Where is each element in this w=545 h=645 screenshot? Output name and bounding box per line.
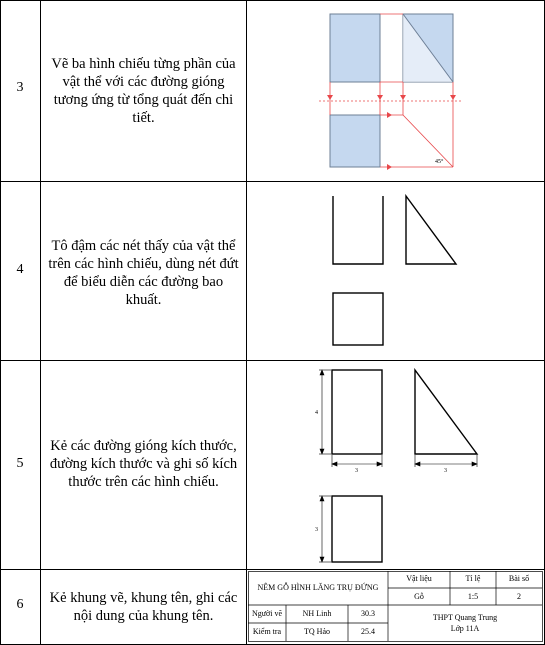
dimension-value: 3: [315, 527, 318, 533]
material-label: Vật liệu: [406, 574, 432, 583]
checker-name: TQ Hảo: [304, 627, 330, 636]
top-view-outline: [333, 293, 383, 345]
step-number: 4: [16, 262, 24, 277]
scale-value: 1:5: [467, 592, 479, 601]
top-view-block: [330, 115, 380, 167]
school-name: THPT Quang Trung: [432, 613, 498, 622]
step-number: 3: [16, 80, 24, 95]
arrow-marker: [320, 557, 324, 562]
top-view-outline: [332, 496, 382, 562]
step-5-projection-drawing: [247, 361, 545, 569]
class-name: Lớp 11A: [450, 624, 480, 633]
arrow-marker: [332, 462, 337, 466]
step-4-projection-drawing: [247, 182, 545, 360]
table-border-left: [0, 0, 1, 645]
step-number: 5: [16, 456, 24, 471]
step-description: Tô đậm các nét thấy của vật thể trên các hình chiếu, dùng nét đứt để biểu diễn các đường bao khuất.: [48, 238, 239, 308]
step-3-projection-drawing: [247, 1, 545, 181]
arrow-marker: [472, 462, 477, 466]
drawer-name: NH Linh: [302, 609, 332, 618]
drawing-title: NÊM GỖ HÌNH LĂNG TRỤ ĐỨNG: [257, 583, 379, 592]
arrow-marker: [320, 370, 324, 375]
checker-date: 25.4: [361, 627, 375, 636]
arrow-marker: [377, 95, 383, 100]
arrow-marker: [327, 95, 333, 100]
arrow-marker: [320, 496, 324, 501]
arrow-marker: [387, 112, 392, 118]
arrow-marker: [320, 449, 324, 454]
angle-label: 45°: [435, 159, 444, 165]
material-value: Gỗ: [414, 592, 424, 601]
checker-label: Kiểm tra: [252, 627, 282, 636]
sheet-value: 2: [517, 592, 521, 601]
arrow-marker: [415, 462, 420, 466]
step-number: 6: [16, 597, 24, 612]
arrow-marker: [450, 95, 456, 100]
scale-label: Tỉ lệ: [465, 574, 481, 583]
drawer-date: 30.3: [361, 609, 375, 618]
arrow-marker: [387, 164, 392, 170]
front-view-block: [330, 14, 380, 82]
dimension-value: 4: [315, 410, 318, 416]
miter-line: [403, 115, 453, 167]
dimension-value: 3: [444, 468, 447, 474]
side-view-outline: [406, 196, 456, 264]
step-description: Kẻ khung vẽ, khung tên, ghi các nội dung của khung tên.: [49, 590, 238, 624]
step-description: Kẻ các đường gióng kích thước, đường kích thước và ghi số kích thước trên các hình chiếu.: [49, 438, 238, 490]
front-view-outline: [332, 370, 382, 454]
drawer-label: Người vẽ: [251, 609, 283, 618]
side-view-outline: [415, 370, 477, 454]
arrow-marker: [377, 462, 382, 466]
front-view-outline: [333, 196, 383, 264]
arrow-marker: [400, 95, 406, 100]
dimension-value: 3: [355, 468, 358, 474]
sheet-label: Bài số: [508, 574, 530, 583]
table-row-divider: [0, 569, 545, 570]
step-description: Vẽ ba hình chiếu từng phần của vật thể với các đường gióng tương ứng từ tổng quát đến chi tiết.: [51, 56, 236, 126]
